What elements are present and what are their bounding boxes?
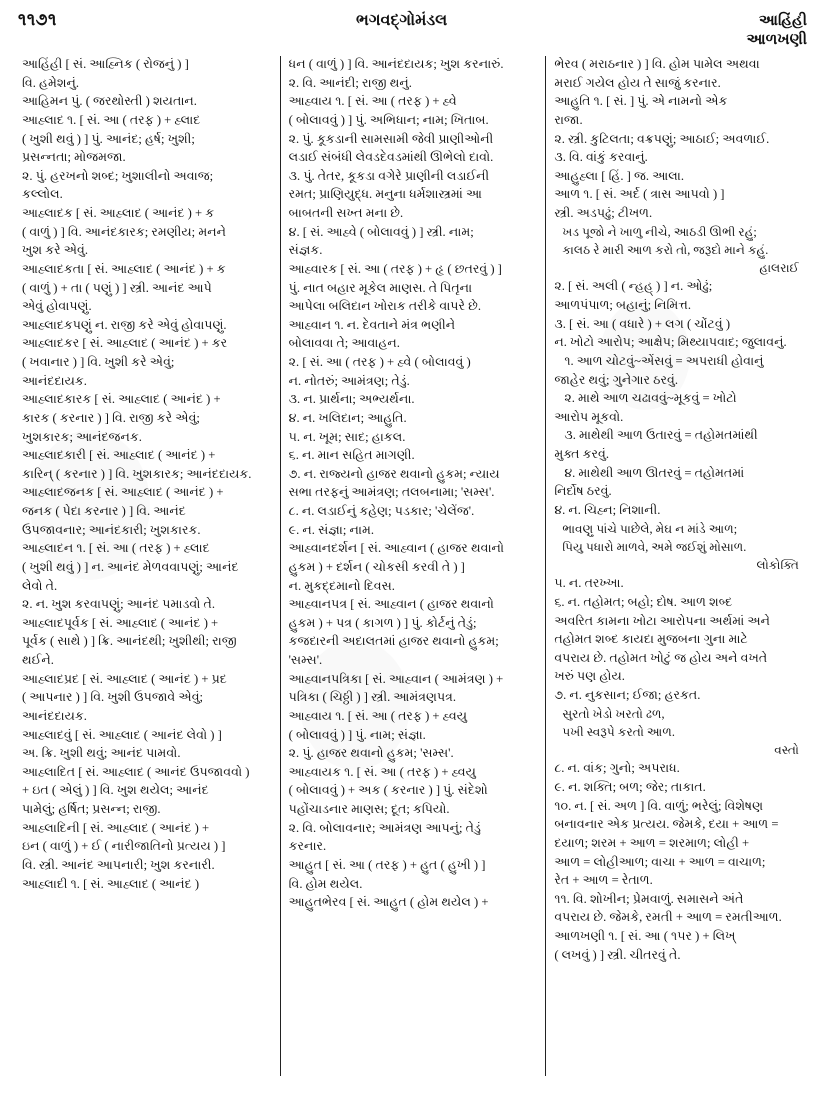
entry-continuation: કારિન્ ( કરનાર ) ] વિ. ખુશકારક; આનંદદાયક. <box>22 466 252 481</box>
entry-sense: ૯. ન. શક્તિ; બળ; જેર; તાકાત. <box>554 780 706 795</box>
guide-word-top: આહિંહી <box>758 13 807 29</box>
entry-continuation: અ. ક્રિ. ખુશી થવું; આનંદ પામવો. <box>22 746 181 761</box>
guide-words <box>747 12 807 50</box>
column-right <box>545 56 811 1076</box>
dictionary-entry: આહ્વાયક ૧. [ સં. આ ( તરફ ) + હ્વયુ <box>288 764 476 779</box>
entry-continuation: ઇન ( વાળું ) + ઈ ( નારીજાતિનો પ્રત્યય ) ] <box>22 839 226 854</box>
entry-continuation: બનાવનાર એક પ્રત્યય. જેમકે, દયા + આળ = <box>554 817 779 832</box>
entry-continuation: હુકમ ) + દર્શન ( ચોકસી કરવી તે ) ] <box>288 559 465 574</box>
dictionary-entry: આહ્લાદકારક [ સં. આહ્લાદ ( આનંદ ) + <box>22 392 221 407</box>
entry-continuation: ( ખુશી થવું ) ] ન. આનંદ મેળવવાપણું; આનંદ <box>22 559 239 574</box>
entry-continuation: કલ્લોલ. <box>22 187 63 202</box>
entry-continuation: કજદારની અદાલતમાં હાજર થવાનો હુકમ; <box>288 634 499 649</box>
verse-line: ખડ પૂજો ને ખાળુ નીચે, આઠડી ઊભી રહું; <box>562 224 757 239</box>
entry-continuation: કારક ( કરનાર ) ] વિ. રાજી કરે એવું; <box>22 410 200 425</box>
entry-sense: ૧૦. ન. [ સં. અળ ] વિ. વાળું; ભરેલું; વિશેષણ <box>554 798 764 813</box>
entry-continuation: થઈને. <box>22 653 54 667</box>
dictionary-entry: આહ્વાન ૧. ન. દેવતાને મંત્ર ભણીને <box>288 317 456 332</box>
entry-continuation: રેત + આળ = રેતાળ. <box>554 873 653 888</box>
entry-continuation: લેવો તે. <box>22 578 58 593</box>
entry-continuation: ધન ( વાળું ) ] વિ. આનંદદાયક; ખુશ કરનારું. <box>288 57 504 71</box>
dictionary-entry: આહ્લાદી ૧. [ સં. આહ્લાદ ( આનંદ ) <box>22 876 200 891</box>
entry-sense: ૫. ન. ખૂમ; સાદ; હાકલ. <box>288 429 406 444</box>
entry-continuation: ( બોલાવવું ) ] પું. નામ; સંજ્ઞા. <box>288 727 426 742</box>
verse-line: કાલઠ રે મારી આળ કરો તો, જરૂદો માને કહું. <box>562 242 769 257</box>
entry-continuation: પામેલું; હર્ષિત; પ્રસન્ન; રાજી. <box>22 802 161 816</box>
dictionary-entry: આહુત [ સં. આ ( તરફ ) + હુત ( હુખી ) ] <box>288 857 486 872</box>
entry-continuation: સભા તરફનું આમંત્રણ; તલબનામા; 'સમ્સ'. <box>288 485 495 500</box>
entry-continuation: બાબતની સખ્ત મના છે. <box>288 206 404 220</box>
entry-sense: ૨. સ્ત્રી. કુટિલતા; વક્રપણું; આઠાઈ; અવળાઈ. <box>554 131 770 146</box>
entry-sense: ૮. ન. વાંક; ગુનો; અપરાધ. <box>554 761 680 776</box>
entry-continuation: લડાઈ સંબંધી લેવડદેવડમાંથી ઊભેલો દાવો. <box>288 150 494 165</box>
entry-sense: ૭. ન. રાજ્યનો હાજર થવાનો હુકમ; ન્યાય <box>288 466 500 481</box>
book-title: ભગવદ્ગોમંડલ <box>356 12 448 29</box>
dictionary-entry: આહુતભેરવ [ સં. આહુત ( હોમ થયેલ ) + <box>288 895 489 910</box>
idiom-note: ૩. માથેથી આળ ઉતારવું = તહોમતમાંથી <box>564 428 758 443</box>
idiom-note: ૨. માથે આળ ચઢાવવું~મૂકવું = ખોટો <box>564 391 737 406</box>
entry-continuation: વિ. હોમ થયેલ. <box>288 876 363 891</box>
entry-continuation: 'સમ્સ'. <box>288 653 323 667</box>
entry-continuation: ( આપનાર ) ] વિ. ખુશી ઉપજાવે એવું; <box>22 690 204 705</box>
entry-continuation: ( ખુશી થવું ) ] પું. આનંદ; હર્ષ; ખુશી; <box>22 131 195 146</box>
entry-continuation: ( વાળું ) + તા ( પણું ) ] સ્ત્રી. આનંદ આપે <box>22 280 212 295</box>
entry-continuation: રાજા. <box>554 112 583 127</box>
column-mid <box>280 56 546 1076</box>
dictionary-entry: આહુહ્લા [ હિં. ] જ. આલા. <box>554 168 685 183</box>
entry-continuation: પ્રસન્નતા; મોજમજા. <box>22 150 126 165</box>
dictionary-entry: આહ્લાદપ્રદ [ સં. આહ્લાદ ( આનંદ ) + પ્રદ <box>22 671 227 686</box>
verse-attribution: વસ્તો <box>774 742 799 757</box>
entry-sense: ૨. [ સં. આ ( તરફ ) + હ્વે ( બોલાવવું ) <box>288 355 471 369</box>
dictionary-entry: આહ્વાય ૧. [ સં. આ ( તરફ ) + હ્વે <box>288 94 457 109</box>
entry-sense: ૨. ન. ખુશ કરવાપણું; આનંદ પમાડવો તે. <box>22 597 216 612</box>
entry-continuation: આળપંપાળ; બહાનું; નિમિત્ત. <box>554 298 691 313</box>
entry-continuation: સ્ત્રી. અડપઢું; ટીખળ. <box>554 206 653 220</box>
entry-continuation: ( ખવાનાર ) ] વિ. ખુશી કરે એવું; <box>22 355 175 369</box>
verse-line: પિયુ પધારો માળવે, અમે જઈશું મોસાળ. <box>562 539 747 554</box>
entry-continuation: ( બોલાવવું ) ] પું. અભિધાન; નામ; ખિતાબ. <box>288 112 489 127</box>
dictionary-entry: આહિંહી [ સં. આહ્નિક ( રોજનું ) ] <box>22 57 189 71</box>
entry-continuation: આનંદદાયક. <box>22 373 87 388</box>
dictionary-entry: આહ્વાય ૧. [ સં. આ ( તરફ ) + હ્વયુ <box>288 708 468 723</box>
entry-continuation: ( વાળું ) ] વિ. આનંદકારક; રમણીય; મનને <box>22 224 226 239</box>
entry-sense: ૬. ન. માન સહિત માગણી. <box>288 448 415 463</box>
column-container <box>14 56 811 1076</box>
entry-continuation: ઉપજાવનાર; આનંદકારી; ખુશકારક. <box>22 522 201 537</box>
entry-continuation: રમત; પ્રાણિયુદ્ધ. મનુના ધર્મશાસ્ત્રમાં આ <box>288 187 483 202</box>
page-number: ૧૧૭૧ <box>18 10 57 29</box>
idiom-note: ૪. માથેથી આળ ઊતરવું = તહોમતમાં <box>564 465 745 480</box>
dictionary-entry: આહ્લાદિત [ સં. આહ્લાદ ( આનંદ ઉપજાવવો ) <box>22 764 250 779</box>
entry-continuation: વિ. હમેશનું. <box>22 75 80 90</box>
dictionary-entry: આહ્લાદ ૧. [ સં. આ ( તરફ ) + હ્લાદ <box>22 112 201 127</box>
entry-continuation: ન. મુકદ્દમાનો દિવસ. <box>288 578 395 593</box>
dictionary-entry: આહ્લાદિની [ સં. આહ્લાદ ( આનંદ ) + <box>22 820 210 835</box>
entry-sense: ૪. [ સં. આહ્વે ( બોલાવવું ) ] સ્ત્રી. નામ; <box>288 224 474 239</box>
entry-continuation: પત્રિકા ( ચિઠ્ઠી ) ] સ્ત્રી. આમંત્રણપત્ર. <box>288 690 457 705</box>
entry-continuation: નિર્દોષ ઠરવું. <box>554 484 612 499</box>
entry-sense: ૨. પું. હાજર થવાનો હુકમ; 'સમ્સ'. <box>288 746 454 761</box>
dictionary-entry: આહ્લાદપૂર્વક [ સં. આહ્લાદ ( આનંદ ) + <box>22 615 219 630</box>
dictionary-entry: આહ્વારક [ સં. આ ( તરફ ) + હૃ ( છતરવું ) ] <box>288 261 502 276</box>
dictionary-entry: આહ્લાદન ૧. [ સં. આ ( તરફ ) + હ્લાદ <box>22 541 210 556</box>
entry-sense: ૮. ન. લડાઈનું કહેણ; પડકાર; 'ચેલેંજ'. <box>288 504 475 518</box>
entry-continuation: વપરાય છે. તહોમત ખોટું જ હોય અને વખતે <box>554 650 768 665</box>
dictionary-entry: આહ્લાદકતા [ સં. આહ્લાદ ( આનંદ ) + ક <box>22 261 226 276</box>
entry-continuation: અવરિત કામના ખોટા આરોપના અર્થમાં અને <box>554 613 771 628</box>
entry-continuation: + ઇત ( એલું ) ] વિ. ખુશ થયેલ; આનંદ <box>22 783 209 798</box>
dictionary-entry: આળ ૧. [ સં. અર્દ ( ત્રાસ આપવો ) ] <box>554 187 725 202</box>
dictionary-entry: આહ્વાનપત્રિકા [ સં. આહ્વાન ( આમંત્રણ ) + <box>288 671 504 686</box>
entry-continuation: આળ = લોહીઆળ; વાચા + આળ = વાચાળ; <box>554 854 766 869</box>
entry-sense: ૪. ન. ખલિદાન; આહુતિ. <box>288 410 407 425</box>
column-left <box>14 56 280 1076</box>
entry-continuation: વિ. સ્ત્રી. આનંદ આપનારી; ખુશ કરનારી. <box>22 857 215 872</box>
running-head <box>14 10 811 56</box>
dictionary-entry: આહ્લાદજનક [ સં. આહ્લાદ ( આનંદ ) + <box>22 485 224 500</box>
entry-continuation: સંજ્ઞક. <box>288 243 323 258</box>
entry-sense: ૩. ન. પ્રાર્થના; અભ્યર્થના. <box>288 392 415 407</box>
entry-continuation: વપરાય છે. જેમકે, રમતી + આળ = રમતીઆળ. <box>554 910 782 925</box>
guide-word-bottom: આળખણી <box>746 31 807 48</box>
dictionary-entry: આહ્વાનપત્ર [ સં. આહ્વાન ( હાજર થવાનો <box>288 597 494 612</box>
entry-continuation: આપેલા બલિદાન ખોરાક તરીકે વાપરે છે. <box>288 299 482 314</box>
entry-sense: ૨. [ સં. અલી ( ન્હહ્ ) ] ન. ઓઢું; <box>554 279 713 294</box>
verse-attribution: હાલરાઈ <box>759 260 799 275</box>
verse-attribution: લોકોક્તિ <box>756 557 799 572</box>
entry-continuation: પૂર્વક ( સાથે ) ] ક્રિ. આનંદથી; ખુશીથી; રાજી <box>22 634 237 649</box>
entry-sense: ૬. ન. તહોમત; બહો; દોષ. આળ શબ્દ <box>554 594 733 609</box>
entry-sense: ૧૧. વિ. શોખીન; પ્રેમવાળું. સમાસને અંતે <box>554 891 744 906</box>
verse-line: સુરતો ખેડો ખરતો ઢળ, <box>562 706 665 721</box>
verse-line: પખી સ્વરૂપે કરતો આળ. <box>562 724 675 739</box>
entry-continuation: ખુશ કરે એવું. <box>22 243 89 258</box>
verse-line: ભાવણુ પાંચે પાછેલે, મેઘ ન માંડે આળ; <box>562 521 738 536</box>
entry-sense: ૨. વિ. બોલાવનાર; આમંત્રણ આપનું; તેડું <box>288 820 481 835</box>
entry-continuation: આરોપ મૂકવો. <box>554 409 624 424</box>
entry-continuation: ન. નોતરું; આમંત્રણ; તેડું. <box>288 373 410 388</box>
dictionary-entry: આહ્લાદકારી [ સં. આહ્લાદ ( આનંદ ) + <box>22 448 216 463</box>
entry-continuation: જનક ( પેદા કરનાર ) ] વિ. આનંદ <box>22 504 186 518</box>
entry-sense: ૪. ન. ચિહ્ન; નિશાની. <box>554 502 661 517</box>
entry-continuation: ખુશકારક; આનંદજનક. <box>22 429 142 444</box>
dictionary-entry: આહ્લાદકપણું ન. રાજી કરે એવું હોવાપણું. <box>22 317 227 332</box>
entry-sense: ૭. ન. નુકસાન; ઈજા; હરકત. <box>554 688 701 703</box>
entry-continuation: મરાઈ ગયેલ હોય તે સાજું કરનાર. <box>554 75 721 90</box>
entry-continuation: દયાળ; શરમ + આળ = શરમાળ; લોહી + <box>554 835 750 850</box>
idiom-note: ૧. આળ ચોટવું~એંસવું = અપરાધી હોવાનું <box>564 353 764 368</box>
dictionary-entry: આહ્વાનદર્શન [ સં. આહ્વાન ( હાજર થવાનો <box>288 541 505 556</box>
entry-continuation: કરનાર. <box>288 839 327 854</box>
entry-continuation: ( લખવું ) ] સ્ત્રી. ચીતરવું તે. <box>554 947 681 962</box>
dictionary-entry: આળખણી ૧. [ સં. આ ( ૧૫ર ) + લિખ્ <box>554 929 736 944</box>
entry-continuation: પહોંચાડનાર માણસ; દૂત; કપિયો. <box>288 802 450 816</box>
entry-sense: ૩. પું. તેતર, કૂકડા વગેરે પ્રાણીની લડાઈની <box>288 168 490 183</box>
entry-continuation: તહોમત શબ્દ કાયદા મુજબના ગુના માટે <box>554 632 748 647</box>
entry-continuation: હુકમ ) + પત્ર ( કાગળ ) ] પું. કોર્ટનું તેડું; <box>288 615 477 630</box>
entry-sense: ૨. વિ. આનંદી; રાજી થનું. <box>288 75 412 90</box>
entry-continuation: જાહેર થવું; ગુનેગાર ઠરવું. <box>554 372 678 387</box>
entry-continuation: ( બોલાવવું ) + અક ( કરનાર ) ] પું. સંદેશો <box>288 783 488 798</box>
entry-continuation: બોલાવવા તે; આવાહન. <box>288 336 400 351</box>
entry-sense: ૩. [ સં. આ ( વધારે ) + લગ ( ચોંટવું ) <box>554 316 731 331</box>
dictionary-entry: આહ્લાદવું [ સં. આહ્લાદ ( આનંદ લેવો ) ] <box>22 727 222 742</box>
entry-continuation: આનંદદાયક. <box>22 708 87 723</box>
dictionary-entry: આહિમન પું. ( જરથોસ્તી ) શયતાન. <box>22 94 197 109</box>
entry-sense: ૨. પું. કૂકડાની સામસામી જેવી પ્રાણીઓની <box>288 131 494 146</box>
entry-continuation: એવું હોવાપણું. <box>22 299 92 314</box>
dictionary-entry: આહુતિ ૧. [ સં. ] પું. એ નામનો એક <box>554 94 728 109</box>
entry-continuation: ખરું પણ હોય. <box>554 669 625 684</box>
entry-continuation: ન. ખોટો આરોપ; આક્ષેપ; મિથ્યાપવાદ; જુલાવનું. <box>554 335 787 350</box>
entry-sense: ૯. ન. સંજ્ઞા; નામ. <box>288 522 375 537</box>
entry-sense: ૫. ન. તરખ્ખા. <box>554 576 624 591</box>
entry-sense: ૨. પું. હરખનો શબ્દ; ખુશાલીનો અવાજ; <box>22 168 214 183</box>
entry-sense: ૩. વિ. વાંકું કરવાનું. <box>554 150 648 165</box>
entry-continuation: પું. નાત બહાર મૂકેલ માણસ. તે પિતૃના <box>288 280 473 295</box>
entry-continuation: મુક્ત કરવું. <box>554 447 610 462</box>
entry-continuation: ભેરવ ( મરાઠનાર ) ] વિ. હોમ પામેલ અથવા <box>554 57 760 71</box>
dictionary-entry: આહ્લાદક [ સં. આહ્લાદ ( આનંદ ) + ક <box>22 206 215 220</box>
dictionary-entry: આહ્લાદકર [ સં. આહ્લાદ ( આનંદ ) + કર <box>22 336 228 351</box>
